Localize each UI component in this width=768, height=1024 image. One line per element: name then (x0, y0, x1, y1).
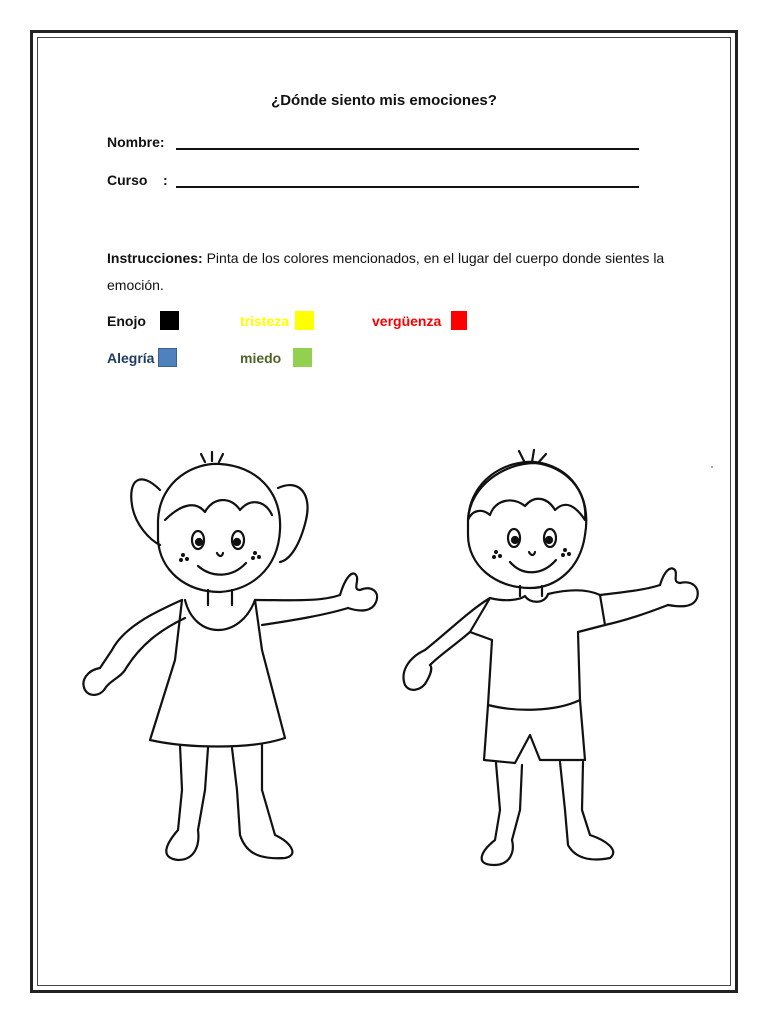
girl-figure (83, 452, 377, 860)
instructions-label: Instrucciones: (107, 250, 203, 266)
legend-tristeza-label: tristeza (240, 312, 290, 329)
boy-figure (404, 450, 698, 865)
nombre-label: Nombre: (107, 134, 165, 150)
legend-alegria-label: Alegría (107, 349, 155, 366)
legend-enojo-label: Enojo (107, 312, 146, 329)
legend-miedo-label: miedo (240, 349, 282, 366)
worksheet-title: ¿Dónde siento mis emociones? (271, 92, 497, 109)
legend-verguenza-label: vergüenza (372, 312, 442, 329)
stray-dot (711, 466, 713, 468)
curso-label: Curso : (107, 172, 168, 188)
instructions-text: Pinta de los colores mencionados, en el lugar del cuerpo donde sientes la emoción. (107, 250, 665, 293)
